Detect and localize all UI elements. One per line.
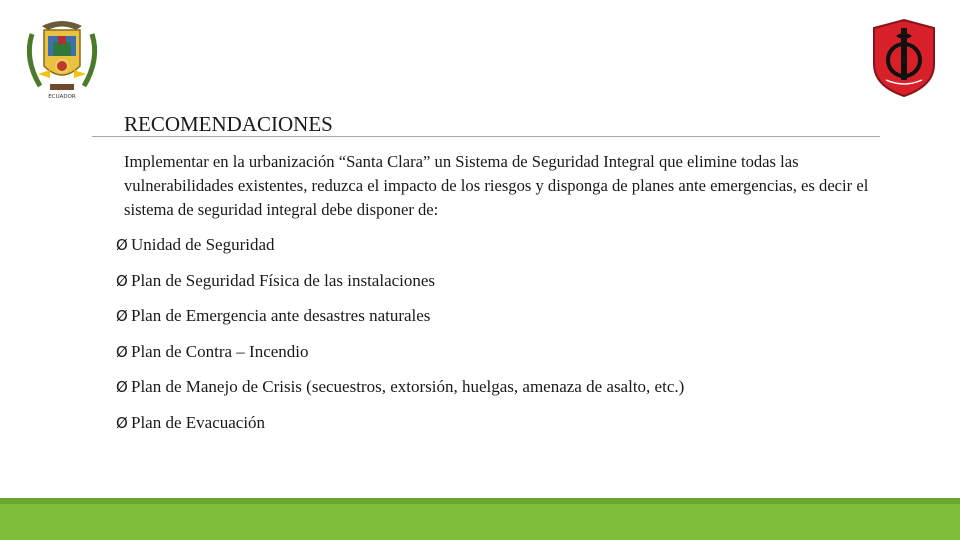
list-item bbox=[116, 411, 684, 447]
list-item-label: Plan de Seguridad Física de las instalaciones bbox=[131, 270, 436, 290]
coat-of-arms-icon bbox=[20, 14, 104, 104]
footer-accent-line bbox=[0, 498, 960, 504]
page-title: RECOMENDACIONES bbox=[124, 112, 333, 136]
arrow-bullet-icon: Ø bbox=[116, 378, 128, 397]
list-item bbox=[116, 340, 684, 376]
list-item bbox=[116, 304, 684, 340]
list-item-label: Unidad de Seguridad bbox=[131, 235, 275, 254]
arrow-bullet-icon: Ø bbox=[116, 342, 128, 361]
arrow-bullet-icon: Ø bbox=[116, 271, 128, 290]
list-item bbox=[116, 375, 684, 411]
arrow-bullet-icon: Ø bbox=[116, 236, 128, 254]
arrow-bullet-icon: Ø bbox=[116, 307, 128, 326]
list-item-label: Plan de Contra – Incendio bbox=[131, 341, 309, 361]
list-item bbox=[116, 269, 684, 305]
red-shield-icon bbox=[868, 16, 940, 98]
footer-bar bbox=[0, 498, 960, 540]
logo-caption: ECUADOR bbox=[48, 94, 76, 100]
intro-paragraph: Implementar en la urbanización “Santa Clara” un Sistema de Seguridad Integral que elimine todas las vulnerabilidades existentes, reduzca el impacto de los riesgos y disponga de planes ante emergencias, es decir el sistema de seguridad integral debe disponer de: bbox=[124, 152, 869, 219]
recommendations-list bbox=[116, 233, 684, 447]
list-item-label: Plan de Evacuación bbox=[131, 412, 266, 432]
title-divider bbox=[92, 136, 880, 137]
list-item bbox=[116, 233, 684, 269]
arrow-bullet-icon: Ø bbox=[116, 413, 128, 432]
list-item-label: Plan de Emergencia ante desastres naturales bbox=[131, 306, 431, 326]
list-item-label: Plan de Manejo de Crisis (secuestros, extorsión, huelgas, amenaza de asalto, etc.) bbox=[131, 377, 685, 397]
